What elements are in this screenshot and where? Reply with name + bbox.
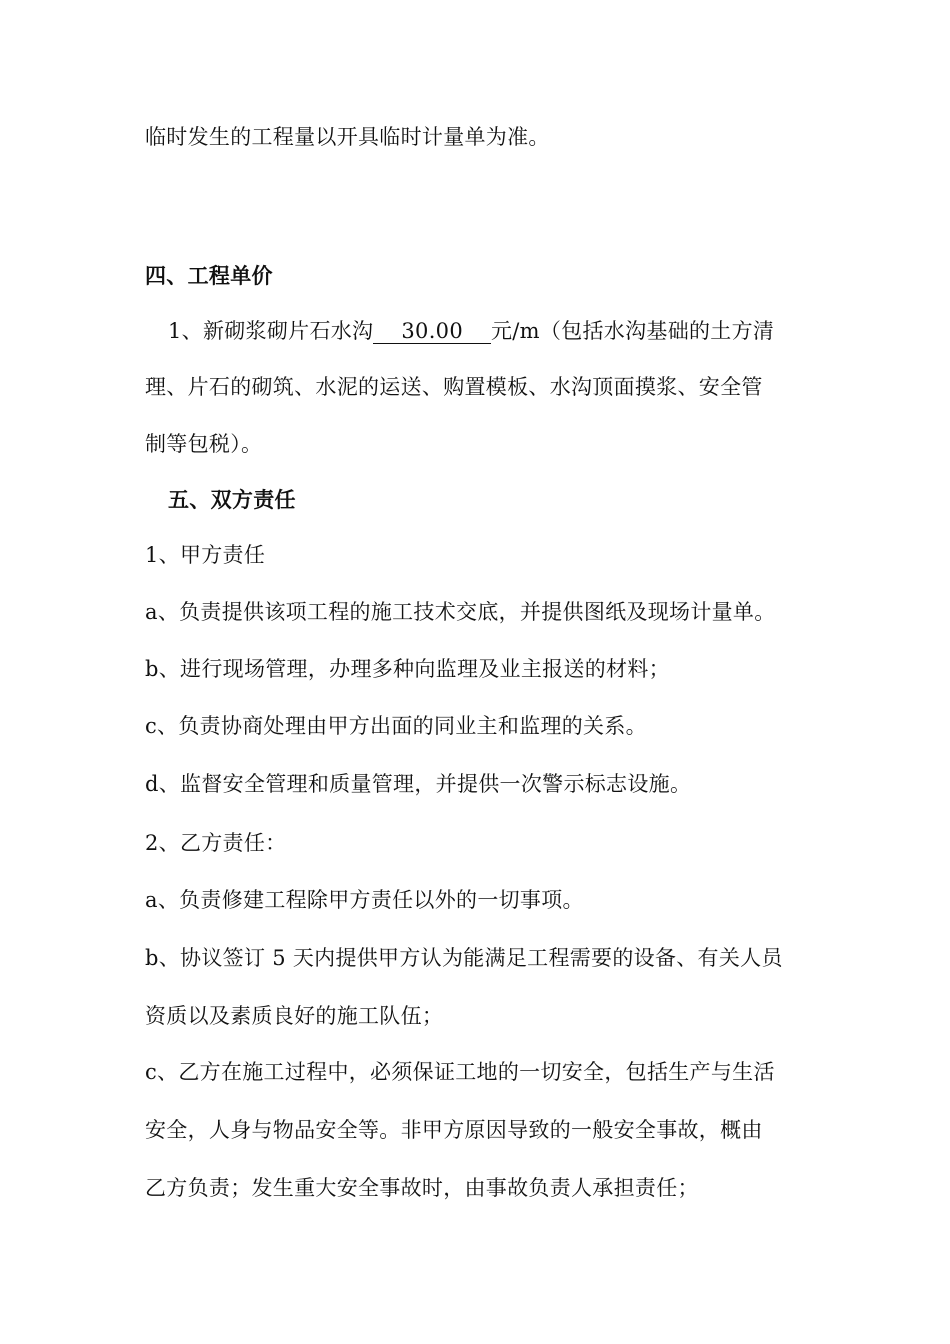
unit-price-paragraph-line-3: 制等包税）。	[145, 432, 263, 456]
party-b-item-b-line-1: b、协议签订 5 天内提供甲方认为能满足工程需要的设备、有关人员	[145, 946, 783, 970]
party-a-item-d: d、监督安全管理和质量管理，并提供一次警示标志设施。	[145, 772, 692, 796]
party-a-item-a: a、负责提供该项工程的施工技术交底，并提供图纸及现场计量单。	[145, 600, 776, 624]
party-b-item-c-line-3: 乙方负责；发生重大安全事故时，由事故负责人承担责任；	[145, 1176, 699, 1200]
party-a-heading: 1、甲方责任	[145, 543, 266, 567]
intro-paragraph: 临时发生的工程量以开具临时计量单为准。	[145, 125, 550, 149]
section-5-heading: 五、双方责任	[168, 488, 296, 512]
unit-price-item-note: 元/m（包括水沟基础的土方清	[491, 319, 775, 343]
party-b-item-b-line-2: 资质以及素质良好的施工队伍；	[145, 1004, 444, 1028]
party-a-item-c: c、负责协商处理由甲方出面的同业主和监理的关系。	[145, 714, 647, 738]
unit-price-paragraph-line-2: 理、片石的砌筑、水泥的运送、购置模板、水沟顶面摸浆、安全管	[145, 375, 763, 399]
unit-price-item-label: 1、新砌浆砌片石水沟	[168, 319, 374, 343]
unit-price-paragraph-line-1	[168, 317, 833, 345]
party-a-item-b: b、进行现场管理，办理多种向监理及业主报送的材料；	[145, 657, 670, 681]
party-b-item-c-line-1: c、乙方在施工过程中，必须保证工地的一切安全，包括生产与生活	[145, 1060, 775, 1084]
section-4-heading: 四、工程单价	[145, 264, 273, 288]
unit-price-value: 30.00	[373, 319, 491, 344]
party-b-item-c-line-2: 安全，人身与物品安全等。非甲方原因导致的一般安全事故，概由	[145, 1118, 763, 1142]
party-b-item-a: a、负责修建工程除甲方责任以外的一切事项。	[145, 888, 584, 912]
party-b-heading: 2、乙方责任：	[145, 831, 287, 855]
